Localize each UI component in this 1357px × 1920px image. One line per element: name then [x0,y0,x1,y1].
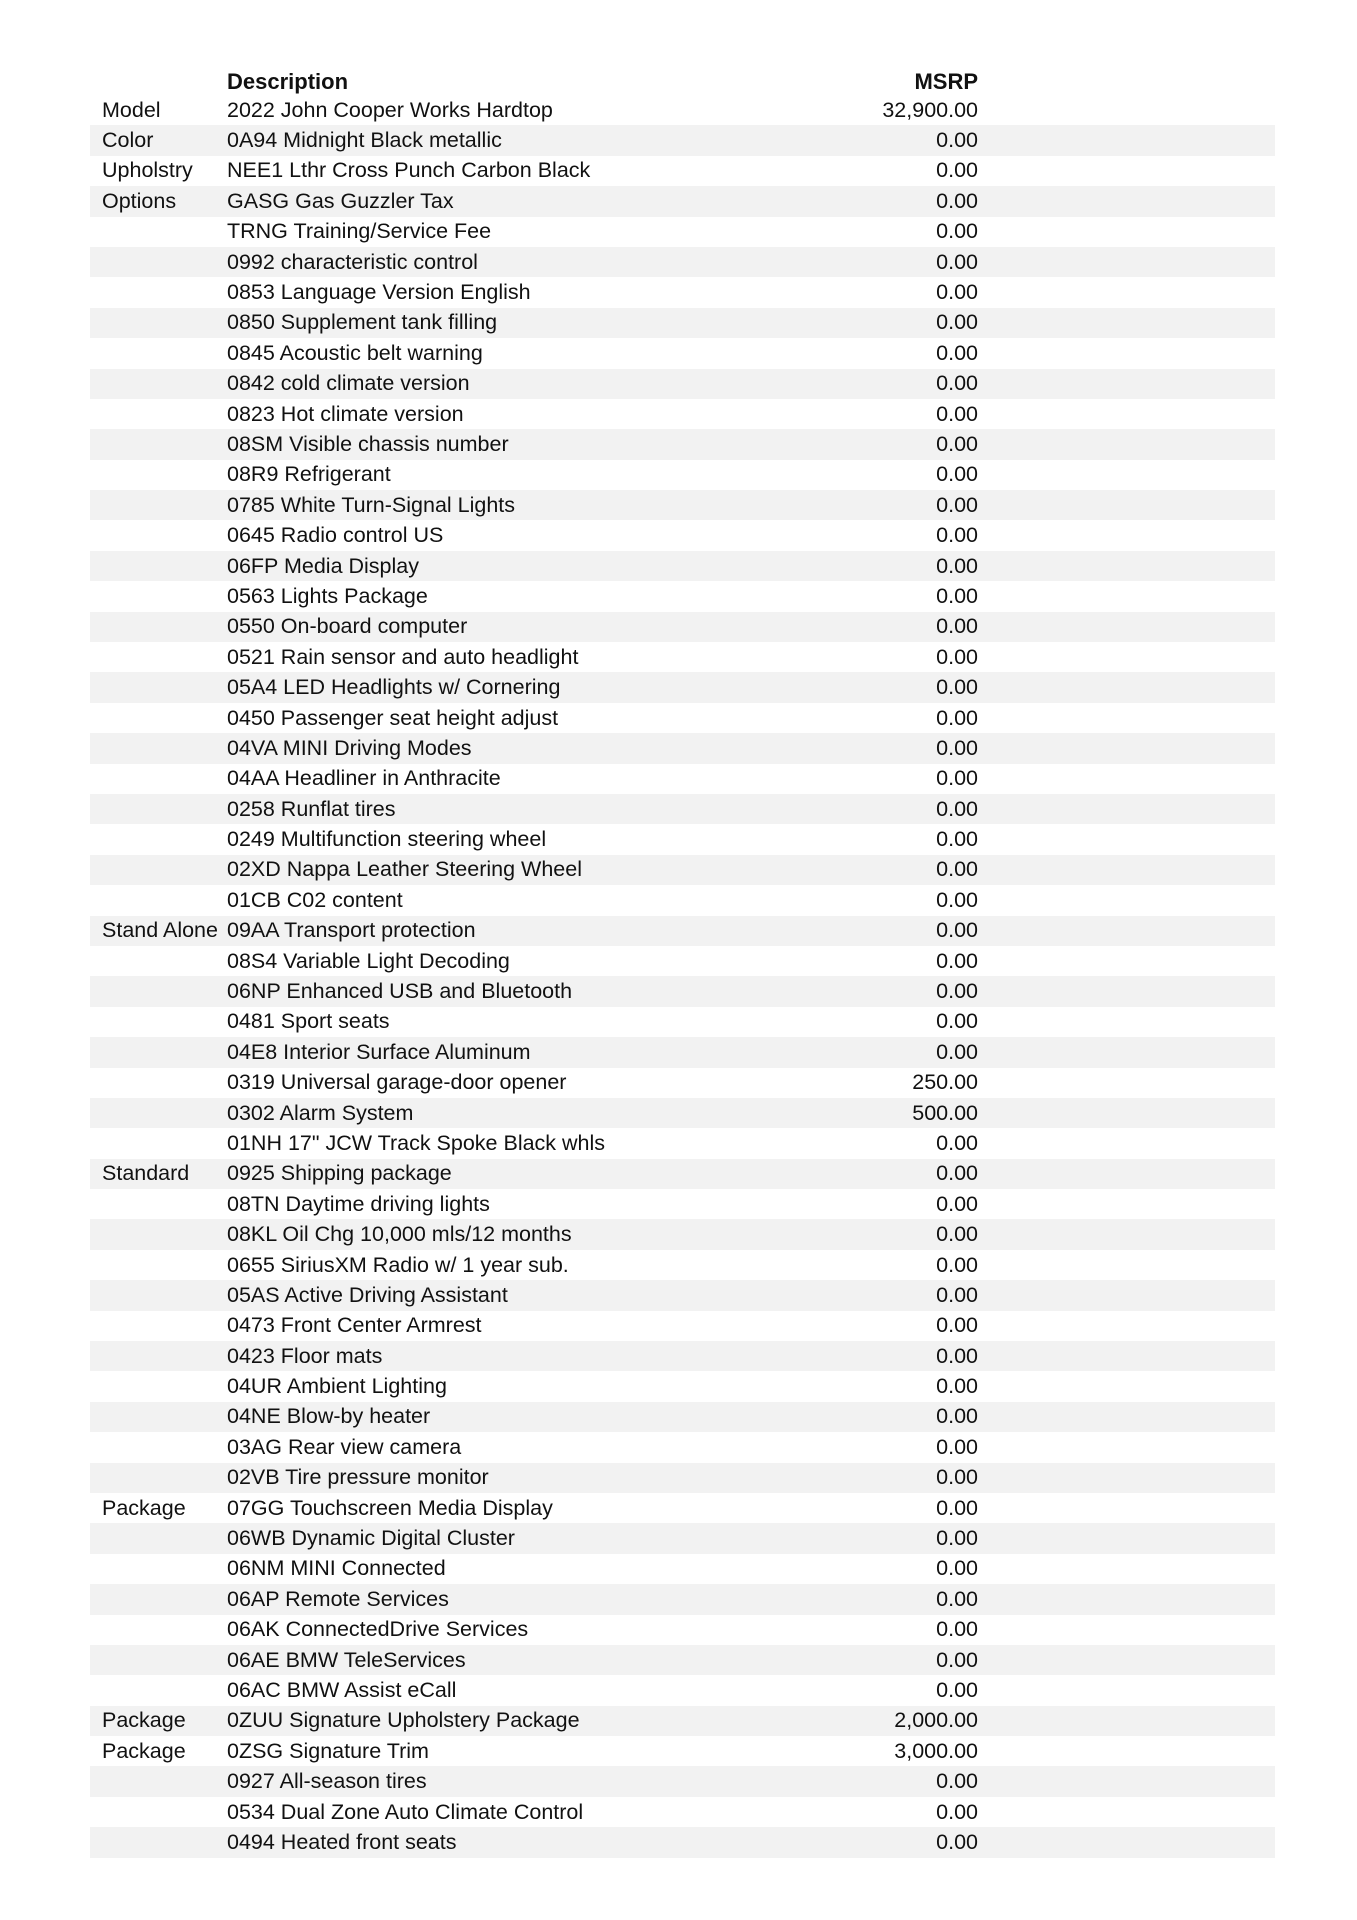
row-description: 0302 Alarm System [227,1100,414,1125]
row-msrp: 0.00 [936,1374,978,1399]
table-row [90,277,1275,307]
row-description: 02XD Nappa Leather Steering Wheel [227,857,582,882]
table-row [90,916,1275,946]
row-description: 0853 Language Version English [227,280,531,305]
row-description: 0534 Dual Zone Auto Climate Control [227,1799,584,1824]
row-msrp: 0.00 [936,1586,978,1611]
table-row [90,217,1275,247]
row-msrp: 0.00 [936,705,978,730]
row-description: 08KL Oil Chg 10,000 mls/12 months [227,1222,572,1247]
row-description: 0842 cold climate version [227,371,470,396]
row-description: 0258 Runflat tires [227,796,396,821]
table-row [90,1007,1275,1037]
table-row [90,1493,1275,1523]
row-description: 01CB C02 content [227,887,403,912]
row-description: 0450 Passenger seat height adjust [227,705,559,730]
table-row [90,1736,1275,1766]
row-description: 06WB Dynamic Digital Cluster [227,1526,515,1551]
table-row [90,156,1275,186]
row-description: 0645 Radio control US [227,523,444,548]
row-description: 0992 characteristic control [227,249,478,274]
table-row [90,764,1275,794]
table-row [90,369,1275,399]
row-description: 0494 Heated front seats [227,1829,457,1854]
table-row [90,95,1275,125]
row-description: 04NE Blow-by heater [227,1404,431,1429]
table-row [90,1766,1275,1796]
row-description: 04AA Headliner in Anthracite [227,766,501,791]
table-row [90,946,1275,976]
row-msrp: 0.00 [936,827,978,852]
row-msrp: 0.00 [936,1009,978,1034]
row-description: 0A94 Midnight Black metallic [227,128,502,153]
row-description: 04UR Ambient Lighting [227,1374,447,1399]
row-msrp: 0.00 [936,1252,978,1277]
table-row [90,520,1275,550]
table-row [90,581,1275,611]
row-msrp: 32,900.00 [882,97,978,122]
row-description: GASG Gas Guzzler Tax [227,188,454,213]
row-description: 0823 Hot climate version [227,401,464,426]
table-row [90,1189,1275,1219]
table-row [90,1371,1275,1401]
table-row [90,1463,1275,1493]
row-description: 0785 White Turn-Signal Lights [227,492,516,517]
row-description: 0481 Sport seats [227,1009,390,1034]
table-row [90,551,1275,581]
row-msrp: 0.00 [936,1282,978,1307]
row-msrp: 0.00 [936,1343,978,1368]
row-msrp: 0.00 [936,583,978,608]
table-row [90,1341,1275,1371]
table-row [90,1037,1275,1067]
row-category: Upholstry [102,158,193,183]
row-msrp: 0.00 [936,158,978,183]
table-row [90,1219,1275,1249]
row-msrp: 0.00 [936,401,978,426]
row-description: 06AK ConnectedDrive Services [227,1617,529,1642]
row-msrp: 0.00 [936,188,978,213]
row-description: 06AP Remote Services [227,1586,449,1611]
table-row [90,308,1275,338]
row-msrp: 0.00 [936,1434,978,1459]
table-row [90,824,1275,854]
row-msrp: 0.00 [936,887,978,912]
row-msrp: 0.00 [936,280,978,305]
row-description: 0550 On-board computer [227,614,468,639]
table-row [90,1159,1275,1189]
row-msrp: 0.00 [936,614,978,639]
table-row [90,1311,1275,1341]
row-msrp: 0.00 [936,1404,978,1429]
table-row [90,976,1275,1006]
row-description: 0925 Shipping package [227,1161,452,1186]
price-sheet [90,65,1275,1858]
table-row [90,1432,1275,1462]
table-row [90,186,1275,216]
table-row [90,429,1275,459]
row-category: Package [102,1495,186,1520]
row-description: 05A4 LED Headlights w/ Cornering [227,675,561,700]
table-row [90,885,1275,915]
row-msrp: 0.00 [936,948,978,973]
row-category: Stand Alone [102,918,218,943]
row-description: 05AS Active Driving Assistant [227,1282,508,1307]
row-msrp: 0.00 [936,1647,978,1672]
table-row [90,794,1275,824]
row-description: 08TN Daytime driving lights [227,1191,490,1216]
table-row [90,1250,1275,1280]
row-msrp: 0.00 [936,1313,978,1338]
row-description: 0ZSG Signature Trim [227,1738,429,1763]
row-description: 06AC BMW Assist eCall [227,1678,457,1702]
row-msrp: 0.00 [936,979,978,1004]
row-description: 04E8 Interior Surface Aluminum [227,1039,531,1064]
table-row [90,1554,1275,1584]
row-description: TRNG Training/Service Fee [227,219,492,244]
row-description: 0319 Universal garage-door opener [227,1070,567,1095]
row-msrp: 0.00 [936,857,978,882]
row-msrp: 0.00 [936,249,978,274]
table-row [90,247,1275,277]
row-msrp: 2,000.00 [894,1708,978,1733]
table-row [90,1523,1275,1553]
row-msrp: 0.00 [936,735,978,760]
row-category: Options [102,188,177,213]
table-row [90,490,1275,520]
row-msrp: 0.00 [936,1556,978,1581]
table-row [90,1128,1275,1158]
row-msrp: 3,000.00 [894,1738,978,1763]
row-msrp: 0.00 [936,553,978,578]
table-row [90,1068,1275,1098]
row-msrp: 0.00 [936,431,978,456]
table-header [90,65,1275,95]
row-msrp: 0.00 [936,1039,978,1064]
row-msrp: 0.00 [936,1678,978,1702]
row-msrp: 0.00 [936,1769,978,1794]
row-msrp: 0.00 [936,1130,978,1155]
table-row [90,672,1275,702]
row-description: 0563 Lights Package [227,583,428,608]
row-description: 06NM MINI Connected [227,1556,446,1581]
table-row [90,1280,1275,1310]
row-description: 0473 Front Center Armrest [227,1313,482,1338]
row-msrp: 250.00 [912,1070,978,1095]
row-description: 0521 Rain sensor and auto headlight [227,644,579,669]
row-msrp: 0.00 [936,1617,978,1642]
row-msrp: 0.00 [936,462,978,487]
row-description: NEE1 Lthr Cross Punch Carbon Black [227,158,591,183]
row-msrp: 0.00 [936,766,978,791]
row-description: 0655 SiriusXM Radio w/ 1 year sub. [227,1252,569,1277]
row-description: 08S4 Variable Light Decoding [227,948,510,973]
row-description: 07GG Touchscreen Media Display [227,1495,553,1520]
row-msrp: 0.00 [936,1222,978,1247]
table-row [90,1675,1275,1705]
row-category: Color [102,128,154,153]
row-description: 0ZUU Signature Upholstery Package [227,1708,580,1733]
row-msrp: 0.00 [936,675,978,700]
table-row [90,1584,1275,1614]
row-msrp: 0.00 [936,523,978,548]
table-row [90,1402,1275,1432]
row-msrp: 0.00 [936,918,978,943]
row-msrp: 0.00 [936,492,978,517]
row-msrp: 0.00 [936,1799,978,1824]
row-description: 0249 Multifunction steering wheel [227,827,547,852]
row-category: Package [102,1738,186,1763]
row-msrp: 0.00 [936,644,978,669]
row-category: Package [102,1708,186,1733]
row-category: Model [102,97,161,122]
row-msrp: 0.00 [936,796,978,821]
row-description: 0845 Acoustic belt warning [227,340,483,365]
row-msrp: 0.00 [936,1161,978,1186]
table-row [90,1098,1275,1128]
row-description: 06AE BMW TeleServices [227,1647,466,1672]
row-msrp: 500.00 [912,1100,978,1125]
row-msrp: 0.00 [936,219,978,244]
table-row [90,460,1275,490]
row-msrp: 0.00 [936,1191,978,1216]
table-row [90,338,1275,368]
row-msrp: 0.00 [936,1465,978,1490]
row-msrp: 0.00 [936,128,978,153]
table-row [90,1615,1275,1645]
table-row [90,1827,1275,1857]
msrp-header: MSRP [914,69,978,94]
table-body [90,95,1275,1858]
table-row [90,612,1275,642]
table-row [90,1706,1275,1736]
table-row [90,855,1275,885]
row-description: 04VA MINI Driving Modes [227,735,472,760]
row-msrp: 0.00 [936,340,978,365]
row-category: Standard [102,1161,190,1186]
row-description: 08R9 Refrigerant [227,462,391,487]
row-msrp: 0.00 [936,1829,978,1854]
row-msrp: 0.00 [936,1526,978,1551]
table-row [90,703,1275,733]
table-row [90,1645,1275,1675]
row-description: 2022 John Cooper Works Hardtop [227,97,553,122]
table-row [90,399,1275,429]
row-msrp: 0.00 [936,1495,978,1520]
row-description: 06NP Enhanced USB and Bluetooth [227,979,573,1004]
row-msrp: 0.00 [936,371,978,396]
table-row [90,642,1275,672]
row-description: 01NH 17" JCW Track Spoke Black whls [227,1130,606,1155]
row-description: 0850 Supplement tank filling [227,310,498,335]
row-description: 09AA Transport protection [227,918,476,943]
row-msrp: 0.00 [936,310,978,335]
table-row [90,125,1275,155]
row-description: 08SM Visible chassis number [227,431,509,456]
row-description: 0423 Floor mats [227,1343,383,1368]
table-row [90,1797,1275,1827]
row-description: 0927 All-season tires [227,1769,427,1794]
row-description: 06FP Media Display [227,553,419,578]
table-row [90,733,1275,763]
row-description: 02VB Tire pressure monitor [227,1465,489,1490]
row-description: 03AG Rear view camera [227,1434,462,1459]
description-header: Description [227,69,349,94]
